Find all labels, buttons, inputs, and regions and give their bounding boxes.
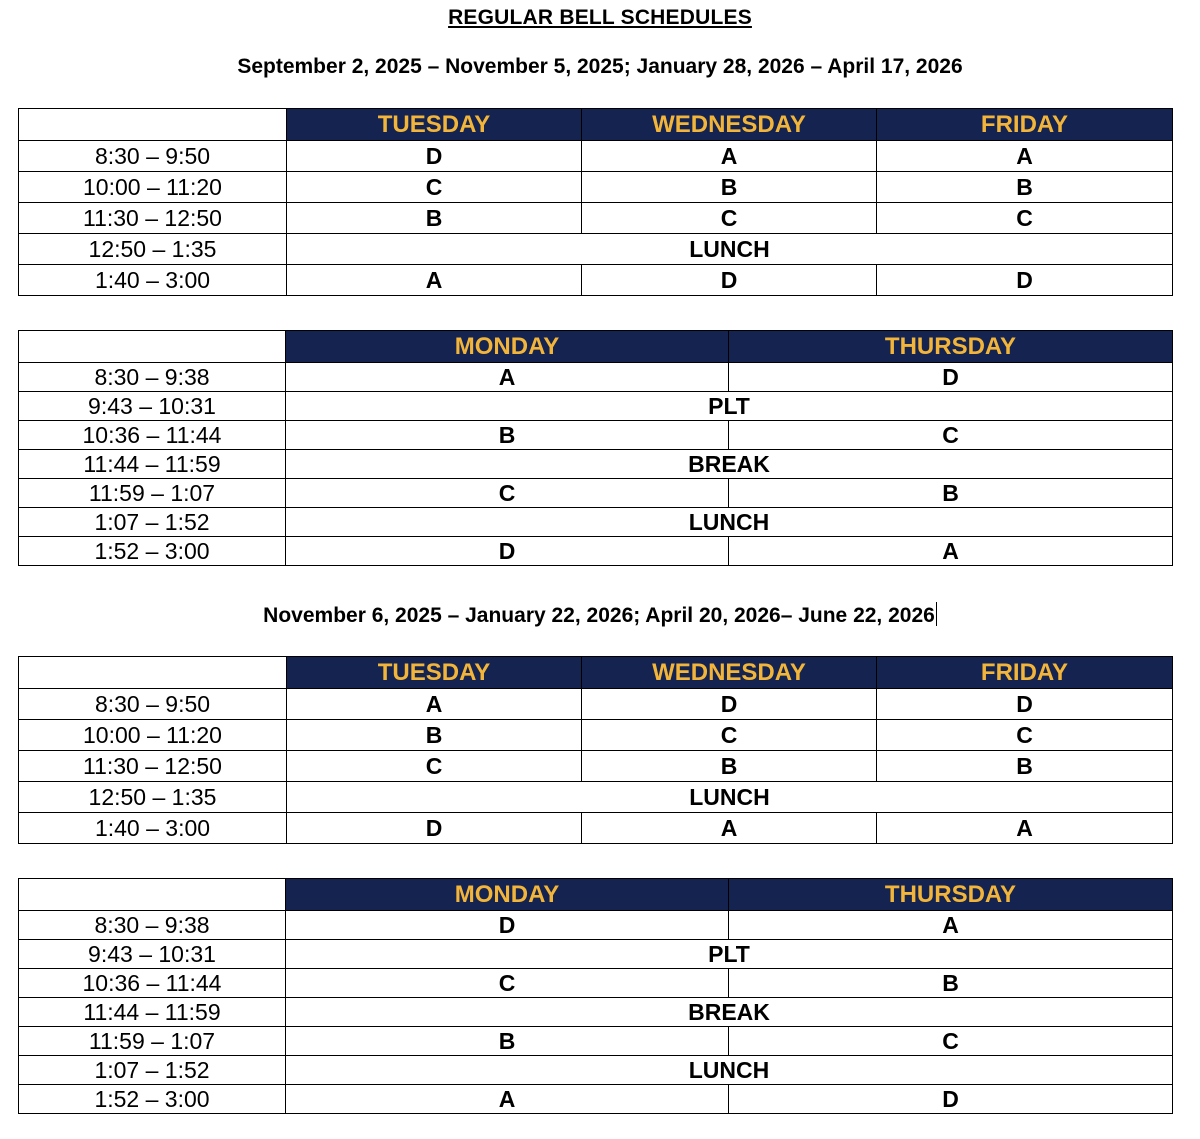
period-time: 10:00 – 11:20 xyxy=(19,720,287,751)
table-row xyxy=(19,689,1173,720)
period-time: 10:00 – 11:20 xyxy=(19,172,287,203)
day-header: THURSDAY xyxy=(729,331,1173,363)
table-row xyxy=(19,1056,1173,1085)
block-cell: C xyxy=(729,421,1173,450)
block-cell: A xyxy=(582,813,877,844)
period-time: 11:44 – 11:59 xyxy=(19,450,286,479)
period-time: 1:40 – 3:00 xyxy=(19,265,287,296)
block-cell: B xyxy=(287,203,582,234)
lunch-span-cell: LUNCH xyxy=(287,234,1173,265)
table-row xyxy=(19,537,1173,566)
block-cell: C xyxy=(287,751,582,782)
block-cell: D xyxy=(582,265,877,296)
period-time: 8:30 – 9:38 xyxy=(19,363,286,392)
break-span-cell: BREAK xyxy=(286,450,1173,479)
header-row xyxy=(19,879,1173,911)
block-cell: B xyxy=(877,751,1173,782)
block-cell: D xyxy=(877,265,1173,296)
table-row xyxy=(19,508,1173,537)
plt-span-cell: PLT xyxy=(286,392,1173,421)
block-cell: B xyxy=(877,172,1173,203)
lunch-span-cell: LUNCH xyxy=(286,1056,1173,1085)
period-time: 8:30 – 9:50 xyxy=(19,689,287,720)
block-cell: B xyxy=(582,751,877,782)
table-row xyxy=(19,1085,1173,1114)
period-time: 11:30 – 12:50 xyxy=(19,203,287,234)
table-row xyxy=(19,751,1173,782)
block-cell: D xyxy=(286,911,729,940)
period-time: 1:52 – 3:00 xyxy=(19,1085,286,1114)
plt-span-cell: PLT xyxy=(286,940,1173,969)
period-time: 8:30 – 9:50 xyxy=(19,141,287,172)
block-cell: D xyxy=(729,363,1173,392)
block-cell: B xyxy=(287,720,582,751)
corner-cell xyxy=(19,331,286,363)
page-title: REGULAR BELL SCHEDULES xyxy=(448,6,752,29)
block-cell: C xyxy=(877,203,1173,234)
block-cell: B xyxy=(286,1027,729,1056)
block-cell: A xyxy=(729,911,1173,940)
block-cell: C xyxy=(582,720,877,751)
block-cell: C xyxy=(582,203,877,234)
block-cell: A xyxy=(286,363,729,392)
schedule-table-mon-thu-1 xyxy=(18,330,1173,566)
corner-cell xyxy=(19,657,287,689)
table-row xyxy=(19,141,1173,172)
period-time: 11:59 – 1:07 xyxy=(19,1027,286,1056)
block-cell: B xyxy=(729,969,1173,998)
day-header: TUESDAY xyxy=(287,109,582,141)
table-row xyxy=(19,998,1173,1027)
block-cell: D xyxy=(729,1085,1173,1114)
date-range-1: September 2, 2025 – November 5, 2025; January 28, 2026 – April 17, 2026 xyxy=(237,55,963,78)
table-row xyxy=(19,911,1173,940)
text-cursor xyxy=(936,602,937,626)
block-cell: D xyxy=(287,813,582,844)
header-row xyxy=(19,657,1173,689)
break-span-cell: BREAK xyxy=(286,998,1173,1027)
schedule-table-tue-wed-fri-1 xyxy=(18,108,1173,296)
table-row xyxy=(19,421,1173,450)
period-time: 1:52 – 3:00 xyxy=(19,537,286,566)
table-row xyxy=(19,813,1173,844)
day-header: THURSDAY xyxy=(729,879,1173,911)
period-time: 1:07 – 1:52 xyxy=(19,1056,286,1085)
period-time: 10:36 – 11:44 xyxy=(19,421,286,450)
schedule-table-tue-wed-fri-2 xyxy=(18,656,1173,844)
table-row xyxy=(19,450,1173,479)
block-cell: D xyxy=(286,537,729,566)
table-row xyxy=(19,969,1173,998)
period-time: 9:43 – 10:31 xyxy=(19,940,286,969)
block-cell: A xyxy=(287,689,582,720)
period-time: 1:40 – 3:00 xyxy=(19,813,287,844)
block-cell: A xyxy=(729,537,1173,566)
day-header: WEDNESDAY xyxy=(582,657,877,689)
date-range-2-text: November 6, 2025 – January 22, 2026; April 20, 2026– June 22, 2026 xyxy=(263,604,935,627)
period-time: 10:36 – 11:44 xyxy=(19,969,286,998)
block-cell: D xyxy=(877,689,1173,720)
date-range-2 xyxy=(0,602,1200,628)
table-row xyxy=(19,782,1173,813)
block-cell: B xyxy=(286,421,729,450)
period-time: 11:59 – 1:07 xyxy=(19,479,286,508)
day-header: FRIDAY xyxy=(877,109,1173,141)
lunch-span-cell: LUNCH xyxy=(286,508,1173,537)
header-row xyxy=(19,109,1173,141)
day-header: MONDAY xyxy=(286,331,729,363)
schedule-table-mon-thu-2 xyxy=(18,878,1173,1114)
table-row xyxy=(19,720,1173,751)
block-cell: C xyxy=(729,1027,1173,1056)
block-cell: C xyxy=(287,172,582,203)
day-header: TUESDAY xyxy=(287,657,582,689)
block-cell: C xyxy=(286,969,729,998)
period-time: 12:50 – 1:35 xyxy=(19,234,287,265)
table-row xyxy=(19,392,1173,421)
table-row xyxy=(19,172,1173,203)
period-time: 1:07 – 1:52 xyxy=(19,508,286,537)
block-cell: C xyxy=(286,479,729,508)
period-time: 11:30 – 12:50 xyxy=(19,751,287,782)
period-time: 11:44 – 11:59 xyxy=(19,998,286,1027)
table-row xyxy=(19,265,1173,296)
corner-cell xyxy=(19,879,286,911)
block-cell: C xyxy=(877,720,1173,751)
block-cell: A xyxy=(287,265,582,296)
table-row xyxy=(19,203,1173,234)
table-row xyxy=(19,1027,1173,1056)
block-cell: A xyxy=(877,813,1173,844)
corner-cell xyxy=(19,109,287,141)
period-time: 8:30 – 9:38 xyxy=(19,911,286,940)
block-cell: B xyxy=(582,172,877,203)
table-row xyxy=(19,234,1173,265)
period-time: 9:43 – 10:31 xyxy=(19,392,286,421)
header-row xyxy=(19,331,1173,363)
day-header: WEDNESDAY xyxy=(582,109,877,141)
period-time: 12:50 – 1:35 xyxy=(19,782,287,813)
lunch-span-cell: LUNCH xyxy=(287,782,1173,813)
table-row xyxy=(19,363,1173,392)
day-header: MONDAY xyxy=(286,879,729,911)
block-cell: A xyxy=(582,141,877,172)
table-row xyxy=(19,940,1173,969)
block-cell: D xyxy=(287,141,582,172)
block-cell: D xyxy=(582,689,877,720)
block-cell: A xyxy=(877,141,1173,172)
table-row xyxy=(19,479,1173,508)
block-cell: A xyxy=(286,1085,729,1114)
block-cell: B xyxy=(729,479,1173,508)
day-header: FRIDAY xyxy=(877,657,1173,689)
